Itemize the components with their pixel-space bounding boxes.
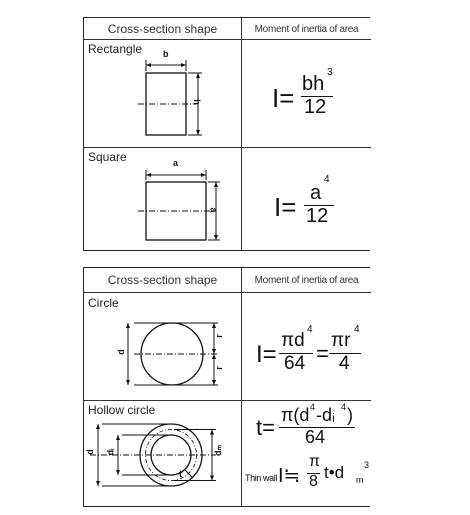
- formula-numerator-1-exponent: 4: [307, 324, 313, 335]
- header-cross-section-shape: Cross-section shape: [107, 22, 218, 36]
- formula-numerator: a: [310, 182, 322, 204]
- table-row-hollow-circle: [84, 400, 371, 508]
- table-row-square: [84, 147, 371, 252]
- square-diagram: [84, 148, 241, 253]
- formula-lhs: I=: [272, 83, 295, 113]
- formula-numerator-close: ): [347, 405, 353, 425]
- formula-lhs: I=: [274, 192, 297, 222]
- header-cross-section-shape: Cross-section shape: [107, 273, 218, 287]
- moment-table-2: [83, 267, 370, 507]
- shape-label-square: Square: [88, 150, 127, 164]
- header-moment-of-inertia: Moment of inertia of area: [254, 275, 359, 286]
- dimension-dm-label: dₘ: [213, 444, 224, 457]
- dimension-a-label: a: [173, 158, 179, 168]
- header-moment-of-inertia: Moment of inertia of area: [254, 24, 359, 35]
- thin-wall-denominator: 8: [309, 473, 318, 490]
- dimension-b-label: b: [163, 49, 169, 59]
- shape-label-rectangle: Rectangle: [88, 42, 143, 56]
- dimension-d-label: d: [115, 349, 126, 355]
- shape-label-circle: Circle: [88, 296, 119, 310]
- formula-exponent-2: 4: [341, 402, 347, 412]
- formula-denominator-2: 4: [339, 353, 350, 374]
- formula-denominator: 12: [304, 96, 327, 118]
- circle-diagram: [84, 293, 241, 401]
- table-row-circle: [84, 292, 371, 400]
- formula-exponent-1: 4: [310, 402, 316, 412]
- formula-numerator-1: πd: [281, 330, 305, 351]
- dimension-di-label: dᵢ: [105, 448, 116, 456]
- dimension-d-label: d: [84, 449, 95, 455]
- dimension-h-label: h: [191, 99, 202, 105]
- formula-numerator-2-exponent: 4: [354, 324, 360, 335]
- table-row-rectangle: [84, 39, 371, 147]
- dimension-r-label-2: r: [213, 366, 224, 370]
- dimension-a-side-label: a: [208, 207, 219, 213]
- formula-lhs: t=: [256, 415, 275, 440]
- dimension-t-label: t: [179, 469, 182, 479]
- formula-numerator-middle: -dᵢ: [316, 405, 335, 425]
- formula-lhs: I=: [256, 341, 277, 368]
- formula-denominator: 12: [306, 205, 329, 227]
- formula-numerator-2: πr: [331, 330, 351, 351]
- formula-equals: =: [316, 341, 329, 366]
- formula-numerator-exponent: 4: [324, 174, 330, 185]
- formula-numerator-exponent: 3: [327, 67, 333, 78]
- thin-wall-rest: t•d: [324, 463, 345, 482]
- formula-numerator-start: π(d: [281, 405, 310, 425]
- thin-wall-exponent: 3: [364, 460, 370, 470]
- formula-denominator-1: 64: [284, 353, 306, 374]
- shape-label-hollow-circle: Hollow circle: [88, 403, 156, 417]
- formula-numerator: bh: [302, 73, 325, 95]
- thin-wall-subscript: m: [356, 475, 364, 485]
- moment-table-1: [83, 17, 370, 251]
- dimension-r-label: r: [213, 334, 224, 338]
- thin-wall-lhs: I≒: [278, 465, 301, 487]
- formula-denominator: 64: [305, 427, 326, 447]
- thin-wall-label: Thin wall: [245, 473, 277, 483]
- thin-wall-numerator: π: [309, 453, 321, 470]
